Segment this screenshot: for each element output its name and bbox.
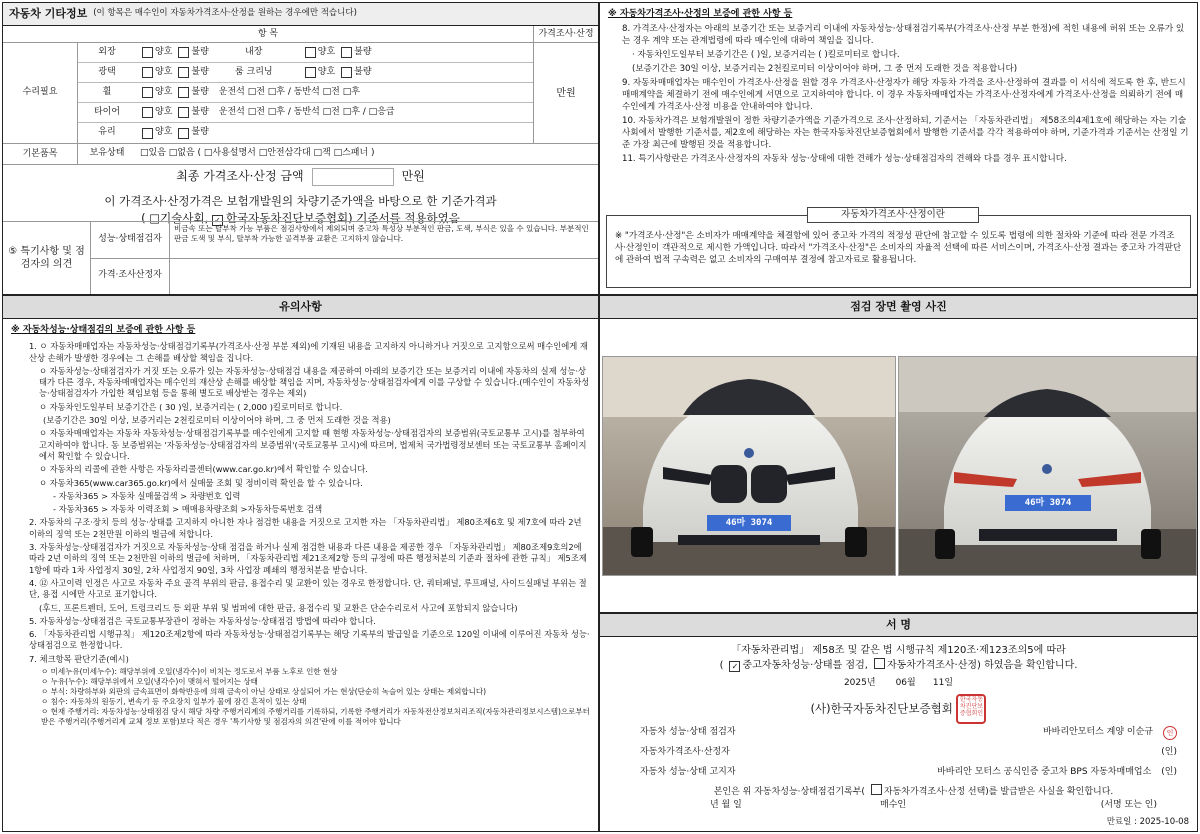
basic-label: 보유상태 [89,148,125,159]
criteria-item: ㅇ 현재 주행거리: 자동차성능·상태점검 당시 해당 차량 주행거리계의 주행거리를 기록하되, 기록한 주행거리가 자동차전산정보처리조직(자동차관리정보시스템)으로부터 받은 주행거리(주행거리계 교체 정보 포함)보다 적은 경우 '특기사항 및 점검자의 의견'란에 이를 적어야 합니다 [41,707,590,727]
repair-group-label: 수리필요 [3,43,78,143]
photos-panel [599,295,1198,613]
checkbox[interactable] [341,47,352,58]
front-car-image [603,357,895,575]
note-item: ㅇ 자동차인도일부터 보증기간은 ( 30 )일, 보증거리는 ( 2,000 )킬로미터로 합니다. [39,401,343,412]
definition-box [606,209,1191,288]
special-row-appraiser [91,259,598,295]
price-unit-cell [533,43,598,143]
signer-label: 자동차 성능·상태 고지자 [640,767,736,777]
option-label: 불량 [354,66,372,77]
notes-header: 유의사항 [3,296,598,319]
option-inspection: 중고자동차성능·상태를 점검, [742,660,868,671]
option-label: 불량 [191,127,209,138]
notes-section-title: ※ 자동차성능·상태점검의 보증에 관한 사항 등 [11,325,196,335]
note-item: (후드, 프론트펜더, 도어, 트렁크리드 등 외판 부위 및 범퍼에 대한 판금, 용접수리 및 교환은 단순수리로서 사고에 포함되지 않습니다) [39,602,518,613]
repair-row-glass [78,123,533,143]
signer-row [640,742,1177,762]
option-label: 양호 [317,46,336,57]
buyer-label: 매수인 [880,800,907,810]
signer-value: 바바리안모터스 계양 이순규 [1042,727,1153,737]
option-appraisal: 자동차가격조사·산정) 하였음을 확인합니다. [886,660,1078,671]
checkbox[interactable] [305,47,316,58]
checkbox[interactable] [178,128,189,139]
signature-header: 서 명 [600,614,1197,637]
special-notes-block [3,221,598,294]
special-row-inspector [91,222,598,259]
basic-group-label: 기본품목 [3,144,78,164]
repair-label: 룸 크리닝 [234,66,273,77]
note-item: (보증기간은 30일 이상, 보증거리는 2천킬로미터 이상이어야 하며, 그 중 먼저 도래한 것을 적용) [43,415,391,426]
org-stamp: 한국자동차진단보증협회인 [956,694,986,724]
checkbox[interactable] [142,128,153,139]
special-group-label: ⑤ 특기사항 및 점검자의 의견 [3,222,91,294]
receipt-line [640,784,1187,799]
price-col-header: 가격조사·산정 [533,26,598,42]
guarantee-item: 11. 특기사항란은 가격조사·산정자의 자동차 성능·상태에 대한 견해가 성능·상태점검자의 견해와 다를 경우 표시합니다. [622,153,1067,164]
checkbox[interactable] [871,784,882,795]
note-item: ㅇ 자동차365(www.car365.go.kr)에서 실매물 조회 및 정비이력 확인을 할 수 있습니다. [39,477,363,488]
panel-title-row [3,3,598,26]
basic-options: □있음 □없음 ( □사용설명서 □안전삼각대 □잭 □스패너 ) [140,148,375,159]
buyer-date: 년 월 일 [710,800,742,810]
basis-line-1: 이 가격조사·산정가격은 보험개발원의 차량기준가액을 바탕으로 한 기준가격과 [104,194,497,208]
note-item: 2. 자동차의 구조·장치 등의 성능·상태를 고지하지 아니한 자나 점검한 내용을 거짓으로 고지한 자는 「자동차관리법」 제80조제6호 및 제7호에 따라 2년 이하의 징역 또는 2천만원 이하의 벌금에 처합니다. [29,517,582,539]
repair-row-exterior [78,43,533,63]
checkbox[interactable] [178,47,189,58]
option-label: 양호 [317,66,336,77]
signer-label: 자동차 성능·상태 점검자 [640,727,736,737]
buyer-row [710,800,1157,812]
signature-confirm-line [600,658,1197,673]
repair-label: 외장 [98,46,116,57]
criteria-item: ㅇ 침수: 자동차의 원동기, 변속기 등 주요장치 일부가 물에 잠긴 흔적이 있는 상태 [41,697,307,707]
special-row-text [170,259,598,295]
special-row-label: 성능·상태점검자 [91,222,170,258]
rear-photo [898,356,1197,576]
note-item: ㅇ 자동차매매업자는 자동차 자동차성능·상태점검기록부를 매수인에게 고지할 때 현행 자동차성능·상태점검자의 보증범위(국토교통부 고시)를 첨부하여 고지하여야 합니다. 동 보증범위는 '자동차성능·상태점검자의 보증범위'(국토교통부 고시)에 따르며, 법제처 국가법령정보센터 또는 국토교통부 홈페이지에서 확인할 수 있습니다. [39,428,587,461]
final-price-row [3,165,598,189]
expiry-date: 만료일 : 2025-10-08 [1106,816,1189,827]
checkbox[interactable] [305,67,316,78]
date-month: 06월 [895,678,916,688]
item-header-row [3,26,598,43]
guarantee-item: (보증기간은 30일 이상, 보증거리는 2천킬로미터 이상이어야 하며, 그 중 먼저 도래한 것을 적용합니다) [632,63,1018,74]
guarantee-item: 10. 자동차가격은 보험개발원이 정한 차량기준가액을 기준가격으로 조사·산정하되, 기준서는 「자동차관리법」 제58조의4제1호에 해당하는 자는 기술사회에서 발행한 기준서를, 제2호에 해당하는 자는 한국자동차진단보증협회에서 발행한 기준서를 각각 적용하여야 하며, 기준가격과 기준서는 산정일 기준 가장 최근에 발행된 것을 적용합니다. [622,115,1189,150]
signer-seal: 인 [1163,726,1177,740]
signer-row [640,722,1177,742]
checkbox[interactable] [142,67,153,78]
basis-option-assoc: 한국자동차진단보증협회) 기준서를 적용하였음 [225,211,460,225]
repair-row-tire [78,103,533,123]
signature-org [600,694,1197,724]
signer-value: 바바리안 모터스 공식인증 중고차 BPS 자동차매매업소 [937,767,1152,777]
price-guarantee-panel [599,2,1198,295]
option-label: 불량 [354,46,372,57]
guarantee-list [608,23,1189,165]
signature-body [600,637,1197,724]
receipt-text-b: 자동차가격조사·산정 선택)를 발급받은 사실을 확인합니다. [883,787,1114,797]
buyer-sign: (서명 또는 인) [1100,800,1157,810]
final-price-unit: 만원 [401,169,425,184]
panel-subtitle: (이 항목은 매수인이 자동차가격조사·산정을 원하는 경우에만 적습니다) [93,8,357,19]
front-photo [602,356,896,576]
checkbox[interactable] [178,87,189,98]
date-day: 11일 [932,678,954,688]
signature-law-line: 「자동차관리법」 제58조 및 같은 법 시행규칙 제120조·제123조의5에 따라 [731,645,1066,656]
note-item: 3. 자동차성능·상태점검자가 거짓으로 자동차성능·상태 점검을 하거나 실제 점검한 내용과 다른 내용을 제공한 경우 「자동차관리법」 제80조제9호의2에 따라 2년 이하의 징역 또는 2천만원 이하의 벌금에 처하며, 「자동차관리법 제21조제2항 등의 규정에 따른 행정처분의 기준과 절차에 관한 규칙」 제5조제1항에 따라 1차 사업정지 30일, 2차 사업정지 90일, 3차 사업장 폐쇄의 행정처분을 받습니다. [29,542,587,575]
notes-panel [2,295,599,832]
note-item: 7. 체크항목 판단기준(예시) [29,653,129,664]
signer-rows [640,722,1177,782]
criteria-list [11,667,590,727]
note-item: 6. 「자동차관리법 시행규칙」 제120조제2항에 따라 자동차성능·상태점검기록부는 해당 기록부의 발급일을 기준으로 120일 이내에 이루어진 자동차 성능·상태점검으로 한정합니다. [29,629,590,651]
date-year: 2025년 [843,678,876,688]
rear-car-image [899,357,1196,575]
definition-text: ※ "가격조사·산정"은 소비자가 매매계약을 체결함에 있어 중고차 가격의 적정성 판단에 참고할 수 있도록 법령에 의한 절차와 기준에 따라 전문 가격조사·산정인이 객관적으로 제시한 가액입니다. 따라서 "가격조사·산정"은 소비자의 자율적 선택에 따른 서비스이며, 가격조사·산정 결과는 중고차 가격판단에 관하여 법적 구속력은 없고 소비자의 구매여부 결정에 참고자료로 활용됩니다. [615,231,1182,265]
note-item: 4. ⑫ 사고이력 인정은 사고로 자동차 주요 골격 부위의 판금, 용접수리 및 교환이 있는 경우로 한정합니다. 단, 쿼터패널, 루프패널, 사이드실패널 부위는 절단, 용접 시에만 사고로 표기합니다. [29,577,587,600]
price-unit: 만원 [556,87,576,99]
paren-open: ( [719,660,724,671]
note-item: - 자동차365 > 자동차 실매물검색 > 차량번호 입력 [53,490,241,501]
special-rows [91,222,598,294]
repair-row-wheel [78,83,533,103]
guarantee-item: 8. 가격조사·산정자는 아래의 보증기간 또는 보증거리 이내에 자동차성능·상태점검기록부(가격조사·산정 부분 한정)에 적힌 내용에 허위 또는 오류가 있는 경우 계약 또는 관계법령에 따라 매수인에 대하여 책임을 집니다. [622,23,1185,46]
checkbox[interactable] [178,67,189,78]
photos-header: 점검 장면 촬영 사진 [600,296,1197,319]
repair-label: 내장 [245,46,263,57]
special-row-text: 비금속 또는 탈부착 가능 부품은 점검사항에서 제외되며 중고차 특성상 부분적인 판금, 도색, 부식은 있을 수 있습니다. 부분적인 판금 도색 및 부식, 탈부착 가능한 골격부품 교환은 고지하지 않습니다. [174,224,589,243]
signer-value [860,742,1161,762]
option-label: 양호 [155,46,173,57]
basis-option-tech: ( □기술사회, [141,211,212,225]
guarantee-item: 9. 자동차매매업자는 매수인이 가격조사·산정을 원할 경우 가격조사·산정자가 해당 자동차 가격을 조사·산정하여 결과를 이 서식에 적도록 한 후, 반드시 매매계약을 체결하기 전에 매수인에게 서면으로 고지하여야 합니다. 이 경우 자동차매매업자는 가격조사·산정자에게 가격조사·산정을 의뢰하기 전에 매수인에게 가격조사·산정 비용을 안내하여야 합니다. [622,77,1186,112]
option-label: 양호 [155,127,173,138]
guarantee-item: · 자동차인도일부터 보증기간은 ( )일, 보증거리는 ( )킬로미터로 합니다. [632,49,900,60]
wheel-position-options: 운전석 □전 □후 / 동반석 □전 □후 [218,86,360,97]
option-label: 불량 [191,46,209,57]
criteria-item: ㅇ 부식: 차량하부와 외판의 금속표면이 화학반응에 의해 금속이 아닌 상태로 상실되어 가는 현상(단순히 녹슬어 있는 상태는 제외합니다) [41,687,486,697]
note-item: ㅇ 자동차성능·상태점검자가 거짓 또는 오류가 있는 자동차성능·상태점검 내용을 제공하여 아래의 보증기간 또는 보증거리 이내에 자동차의 실제 성능·상태가 다른 경우, 자동차매매업자는 매수인의 재산상 손해를 배상할 책임을 지며, 자동차성능·상태점검자에게 이를 구상할 수 있습니다.(매수인이 자동차성능·상태점검자가 가입한 책임보험 등을 통해 별도로 배상받는 경우는 제외) [39,365,590,399]
notes-body [3,319,598,733]
option-label: 양호 [155,106,173,117]
checkbox[interactable] [142,87,153,98]
item-col-header: 항 목 [257,29,279,39]
criteria-item: ㅇ 미세누유(미세누수): 해당부위에 오일(냉각수)이 비치는 정도로서 부품 노후로 인한 현상 [41,667,338,677]
option-label: 불량 [191,66,209,77]
repair-row-gloss [78,63,533,83]
note-item: ㅇ 자동차의 리콜에 관한 사항은 자동차리콜센터(www.car.go.kr)에서 확인할 수 있습니다. [39,464,368,475]
option-label: 불량 [191,86,209,97]
tire-position-options: 운전석 □전 □후 / 동반석 □전 □후 / □응급 [218,106,395,117]
criteria-item: ㅇ 누유(누수): 해당부위에서 오일(냉각수)이 맺혀서 떨어지는 상태 [41,677,258,687]
checkbox[interactable] [142,47,153,58]
definition-title: 자동차가격조사·산정이란 [807,207,979,223]
repair-label: 광택 [98,66,116,77]
signer-label: 자동차가격조사·산정자 [640,747,730,757]
basic-items-row [3,144,598,165]
signature-date [600,676,1197,691]
repair-label: 타이어 [93,106,121,117]
final-price-input[interactable] [312,168,394,186]
front-plate-text: 46마 3074 [725,518,773,528]
repair-label: 휠 [102,86,112,97]
signer-sign: (인) [1161,747,1177,757]
rear-plate-text: 46마 3074 [1024,498,1072,508]
section-title: ※ 자동차가격조사·산정의 보증에 관한 사항 등 [608,9,793,19]
checkbox-checked[interactable] [729,661,740,672]
repair-block [3,43,598,144]
option-label: 양호 [155,86,173,97]
notes-list [11,341,590,665]
option-label: 불량 [191,106,209,117]
signer-sign: (인) [1161,767,1177,777]
checkbox[interactable] [178,107,189,118]
option-label: 양호 [155,66,173,77]
panel-title: 자동차 기타정보 [9,6,88,20]
special-row-label: 가격·조사산정자 [91,259,170,295]
note-item: 5. 자동차성능·상태점검은 국토교통부장관이 정하는 자동차성능·상태점검 방법에 따라야 합니다. [29,615,376,626]
checkbox[interactable] [874,658,885,669]
signature-panel [599,613,1198,832]
note-item: 1. ㅇ 자동차매매업자는 자동차성능·상태점검기록부(가격조사·산정 부분 제외)에 기재된 내용을 고지하지 아니하거나 거짓으로 고지함으로써 매수인에게 재산상 손해가 발생한 경우에는 그 손해를 배상할 책임을 집니다. [29,341,588,363]
repair-label: 유리 [98,127,116,138]
checkbox[interactable] [142,107,153,118]
org-name: (사)한국자동차진단보증협회 [810,701,953,716]
signer-row [640,762,1177,782]
receipt-text-a: 본인은 위 자동차성능·상태점검기록부( [713,787,865,797]
repair-rows [78,43,533,143]
vehicle-other-info-panel [2,2,599,295]
final-price-label: 최종 가격조사·산정 금액 [176,169,304,184]
note-item: - 자동차365 > 자동차 이력조회 > 매매용차량조회 >자동차등록번호 검색 [53,504,323,515]
checkbox[interactable] [341,67,352,78]
